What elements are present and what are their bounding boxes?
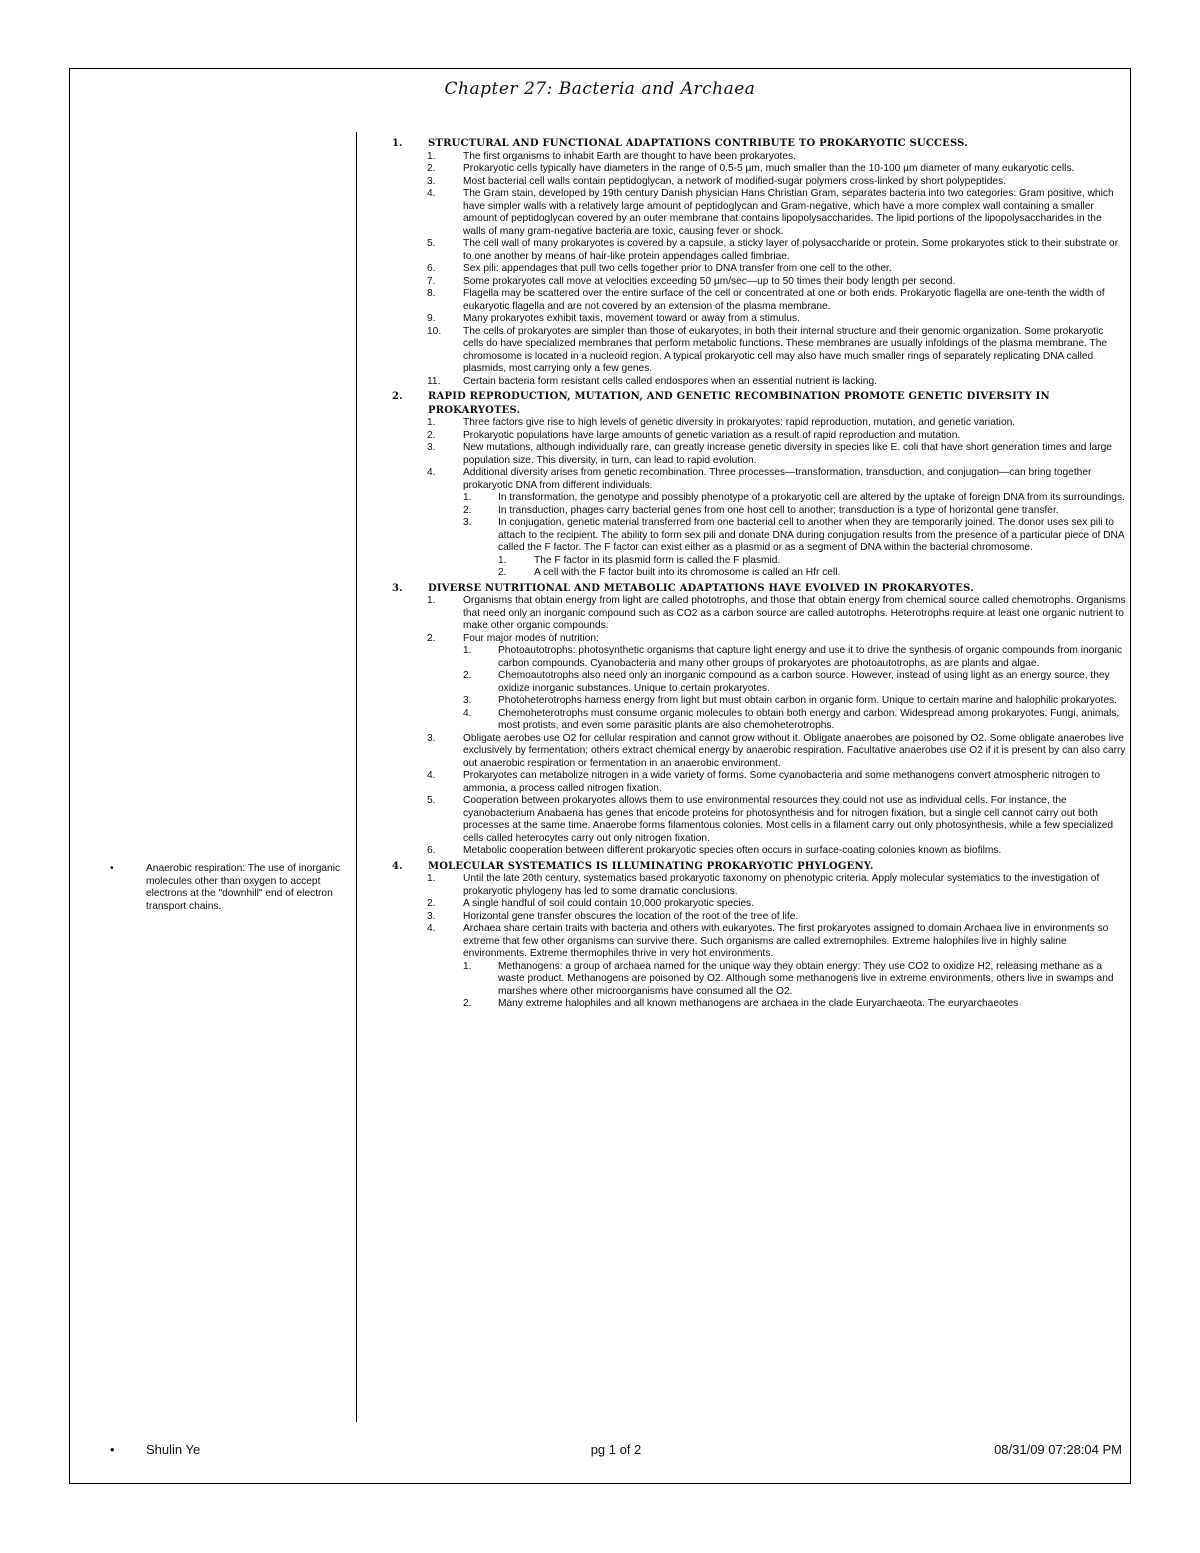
item-number: 5. [427,795,436,806]
item-number: 8. [427,288,436,299]
section-heading [392,137,1126,151]
outline-item [392,288,1126,313]
item-text: A single handful of soil could contain 10,000 prokaryotic species. [463,898,755,909]
item-number: 4. [427,770,436,781]
item-number: 1. [427,150,436,162]
section-number: 3. [392,582,403,594]
outline-subitem [392,517,1126,555]
outline-subitem [392,695,1126,708]
section-number: 1. [392,138,403,149]
item-number: 10. [427,325,442,337]
item-text: Cooperation between prokaryotes allows them to use environmental resources they could not use as individual cells. For instance, the cyanobacterium Anabaena has genes that encode proteins for photosynthesis and for nitrogen fixation, but a single cell cannot carry out both processes at the same time. Anaerobe forms filamentous colonies. Most cells in a filament carry out only photosynthesis, while a few specialized cells called heterocytes carry out only nitrogen fixation. [463,795,1114,844]
item-number: 1. [427,417,436,428]
item-number: 2. [427,429,436,441]
item-number: 9. [427,313,436,324]
outline-item [392,595,1126,633]
item-text: Three factors give rise to high levels of genetic diversity in prokaryotes: rapid reproduction, mutation, and genetic variation. [463,417,1016,428]
item-text: Sex pili: appendages that pull two cells together prior to DNA transfer from one cell to the other. [463,263,892,274]
item-text: Horizontal gene transfer obscures the location of the root of the tree of life. [463,910,799,922]
item-text: Archaea share certain traits with bacteria and others with eukaryotes. The first prokaryotes assigned to domain Archaea live in environments so extreme that few other organisms can survive there. Such organisms are called extremophiles. Extreme halophiles live in highly saline environments. Extreme thermophiles thrive in very hot environments. [463,923,1109,959]
item-number: 5. [427,238,436,249]
outline-item [392,795,1126,845]
outline-item [392,633,1126,646]
side-note [110,863,350,913]
item-number: 6. [427,263,436,274]
outline-section [392,860,1126,1011]
outline-item [392,845,1126,858]
outline-item [392,188,1126,238]
section-heading [392,582,1126,596]
item-text: Prokaryotic cells typically have diameters in the range of 0.5-5 µm, much smaller than the 10-100 µm diameter of many eukaryotic cells. [463,163,1075,174]
item-text: Prokaryotes can metabolize nitrogen in a wide variety of forms. Some cyanobacteria and some methanogens convert atmospheric nitrogen to ammonia, a process called nitrogen fixation. [463,770,1101,794]
section-heading-text: STRUCTURAL AND FUNCTIONAL ADAPTATIONS CONTRIBUTE TO PROKARYOTIC SUCCESS. [428,138,968,149]
outline-item [392,733,1126,771]
outline-item [392,238,1126,263]
item-number: 3. [427,732,436,744]
item-text: Chemoheterotrophs must consume organic molecules to obtain both energy and carbon. Widespread among prokaryotes. Fungi, animals, most protists, and even some parasitic plants are also chemoheterotrophs. [498,707,1120,731]
item-number: 2. [463,998,472,1009]
item-text: Certain bacteria form resistant cells called endospores when an essential nutrient is lacking. [463,375,877,387]
outline-item [392,151,1126,164]
item-text: The Gram stain, developed by 19th century Danish physician Hans Christian Gram, separates bacteria into two categories: Gram positive, which have simpler walls with a relatively large amount of peptidoglycan and Gram-negative, which have a more complex wall containing a smaller amount of peptidoglycan covered by an outer membrane that contains lipopolysaccharides. The lipid portions of the lipopolysaccharides in the walls of many gram-negative bacteria are toxic, causing fever or shock. [463,188,1114,237]
outline-subitem [392,505,1126,518]
outline-item [392,911,1126,924]
section-heading [392,860,1126,874]
column-divider [356,132,357,1422]
outline-item [392,430,1126,443]
outline-item [392,326,1126,376]
outline-item [392,263,1126,276]
item-text: New mutations, although individually rare, can greatly increase genetic diversity in species like E. coli that have short generation times and large population size. This diversity, in turn, can lead to rapid evolution. [463,442,1112,466]
item-number: 1. [427,873,436,884]
item-text: Four major modes of nutrition: [463,632,599,644]
outline-item [392,176,1126,189]
footer-page-number: pg 1 of 2 [590,1442,642,1457]
item-text: Some prokaryotes call move at velocities exceeding 50 µm/sec—up to 50 times their body length per second. [463,275,956,287]
item-text: Obligate aerobes use O2 for cellular respiration and cannot grow without it. Obligate anaerobes are poisoned by O2. Some obligate anaerobes live exclusively by fermentation; others extract chemical energy by anaerobic respiration. Facultative anaerobes use O2 if it is present by can also carry out anaerobic respiration or fermentation in an anaerobic environment. [463,732,1126,769]
item-number: 3. [463,695,472,706]
item-number: 3. [427,910,436,922]
item-number: 4. [427,467,436,478]
item-number: 2. [463,670,472,681]
item-number: 6. [427,845,436,856]
outline-subitem [392,492,1126,505]
item-number: 11. [427,375,441,387]
outline-item [392,163,1126,176]
page-footer [110,1442,1122,1462]
item-text: In conjugation, genetic material transferred from one bacterial cell to another when they are temporarily joined. The donor uses sex pili to attach to the recipient. The ability to form sex pili and donate DNA during conjugation results from the presence of a particular piece of DNA called the F factor. The F factor can exist either as a plasmid or as a segment of DNA within the bacterial chromosome. [498,517,1125,553]
item-number: 3. [427,175,436,187]
item-number: 3. [427,442,436,453]
item-text: Photoautotrophs: photosynthetic organisms that capture light energy and use it to drive the synthesis of organic compounds from inorganic carbon compounds. Cyanobacteria and many other groups of prokaryotes are photoautotrophs, as are plants and algae. [498,645,1123,669]
outline-item [392,873,1126,898]
item-number: 2. [427,632,436,644]
outline-item [392,770,1126,795]
outline-content [392,135,1126,1011]
section-heading-text: RAPID REPRODUCTION, MUTATION, AND GENETIC RECOMBINATION PROMOTE GENETIC DIVERSITY IN PROKARYOTES. [428,391,1050,416]
item-number: 1. [463,960,472,972]
item-text: The cell wall of many prokaryotes is covered by a capsule, a sticky layer of polysaccharide or protein. Some prokaryotes stick to their substrate or to one another by means of hair-like protein appendages called fimbriae. [463,238,1119,262]
item-number: 1. [498,554,507,566]
outline-item [392,442,1126,467]
outline-item [392,276,1126,289]
page-frame [69,68,1131,1484]
item-number: 4. [463,707,472,719]
outline-item [392,376,1126,389]
item-text: Chemoautotrophs also need only an inorganic compound as a carbon source. However, instead of using light as an energy source, they oxidize inorganic substances. Unique to certain prokaryotes. [498,670,1110,694]
item-number: 4. [427,188,436,199]
item-text: Until the late 20th century, systematics based prokaryotic taxonomy on phenotypic criteria. Apply molecular systematics to the investigation of prokaryotic phylogeny has led to some dramatic conclusions. [463,873,1100,897]
footer-bullet: • [110,1442,115,1457]
outline-item [392,923,1126,961]
item-number: 2. [427,163,436,174]
item-text: A cell with the F factor built into its chromosome is called an Hfr cell. [534,567,841,578]
item-number: 1. [427,595,436,606]
item-text: Photoheterotrophs harness energy from light but must obtain carbon in organic form. Unique to certain marine and halophilic prokaryotes. [498,695,1117,706]
item-text: Metabolic cooperation between different prokaryotic species often occurs in surface-coating colonies known as biofilms. [463,845,1002,856]
outline-subitem [392,998,1126,1011]
item-text: Additional diversity arises from genetic recombination. Three processes—transformation, transduction, and conjugation—can bring together prokaryotic DNA from different individuals. [463,467,1092,491]
item-text: Most bacterial cell walls contain peptidoglycan, a network of modified-sugar polymers cross-linked by short polypeptides. [463,175,1007,187]
item-number: 3. [463,517,472,528]
item-number: 2. [498,567,507,578]
item-number: 7. [427,275,436,287]
outline-item [392,417,1126,430]
section-heading-text: MOLECULAR SYSTEMATICS IS ILLUMINATING PROKARYOTIC PHYLOGENY. [428,860,874,872]
outline-section [392,390,1126,580]
footer-author: Shulin Ye [146,1442,201,1457]
side-note-bullet: • [110,863,114,874]
item-number: 2. [427,898,436,909]
outline-subitem [392,555,1126,568]
item-text: Flagella may be scattered over the entire surface of the cell or concentrated at one or both ends. Prokaryotic flagella are one-tenth the width of eukaryotic flagella and are not covered by an extension of the plasma membrane. [463,288,1105,312]
outline-subitem [392,645,1126,670]
outline-item [392,467,1126,492]
section-number: 2. [392,391,403,402]
item-text: Organisms that obtain energy from light are called phototrophs, and those that obtain energy from chemical source called chemotrophs. Organisms that need only an inorganic compound such as CO2 as a carbon source are called autotrophs. Heterotrophs require at least one organic nutrient to make other organic compounds. [463,595,1126,631]
item-text: Many prokaryotes exhibit taxis, movement toward or away from a stimulus. [463,313,800,324]
side-note-text: Anaerobic respiration: The use of inorganic molecules other than oxygen to accept electrons at the "downhill" end of electron transport chains. [146,863,341,912]
item-number: 1. [463,645,472,656]
outline-subitem [392,708,1126,733]
section-heading-text: DIVERSE NUTRITIONAL AND METABOLIC ADAPTATIONS HAVE EVOLVED IN PROKARYOTES. [428,582,974,594]
outline-subitem [392,961,1126,999]
item-number: 4. [427,923,436,934]
item-text: Many extreme halophiles and all known methanogens are archaea in the clade Euryarchaeota. The euryarchaeotes [498,998,1019,1009]
item-text: Prokaryotic populations have large amounts of genetic variation as a result of rapid reproduction and mutation. [463,429,961,441]
outline-subitem [392,670,1126,695]
outline-subitem [392,567,1126,580]
item-text: In transduction, phages carry bacterial genes from one host cell to another; transduction is a type of horizontal gene transfer. [498,504,1059,516]
outline-section [392,137,1126,388]
section-number: 4. [392,860,403,872]
item-number: 1. [463,492,472,503]
item-text: The cells of prokaryotes are simpler than those of eukaryotes, in both their internal structure and their genomic organization. Some prokaryotic cells do have specialized membranes that perform metabolic functions. These membranes are usually infoldings of the plasma membrane. The chromosome is located in a nucleoid region. A typical prokaryotic cell may also have much smaller rings of separately replicating DNA called plasmids, most carrying only a few genes. [463,325,1108,374]
item-text: The first organisms to inhabit Earth are thought to have been prokaryotes. [463,150,796,162]
item-text: Methanogens: a group of archaea named for the unique way they obtain energy: They use CO2 to oxidize H2, releasing methane as a waste product. Methanogens are poisoned by O2. Although some methanogens live in extreme environments, others live in swamps and marshes where other microorganisms have consumed all the O2. [498,960,1114,997]
section-heading [392,390,1126,417]
outline-section [392,582,1126,858]
footer-datetime: 08/31/09 07:28:04 PM [994,1442,1122,1457]
item-text: The F factor in its plasmid form is called the F plasmid. [534,554,781,566]
outline-item [392,313,1126,326]
item-number: 2. [463,504,472,516]
outline-item [392,898,1126,911]
page-title: Chapter 27: Bacteria and Archaea [444,79,756,99]
item-text: In transformation, the genotype and possibly phenotype of a prokaryotic cell are altered by the uptake of foreign DNA from its surroundings. [498,492,1125,503]
